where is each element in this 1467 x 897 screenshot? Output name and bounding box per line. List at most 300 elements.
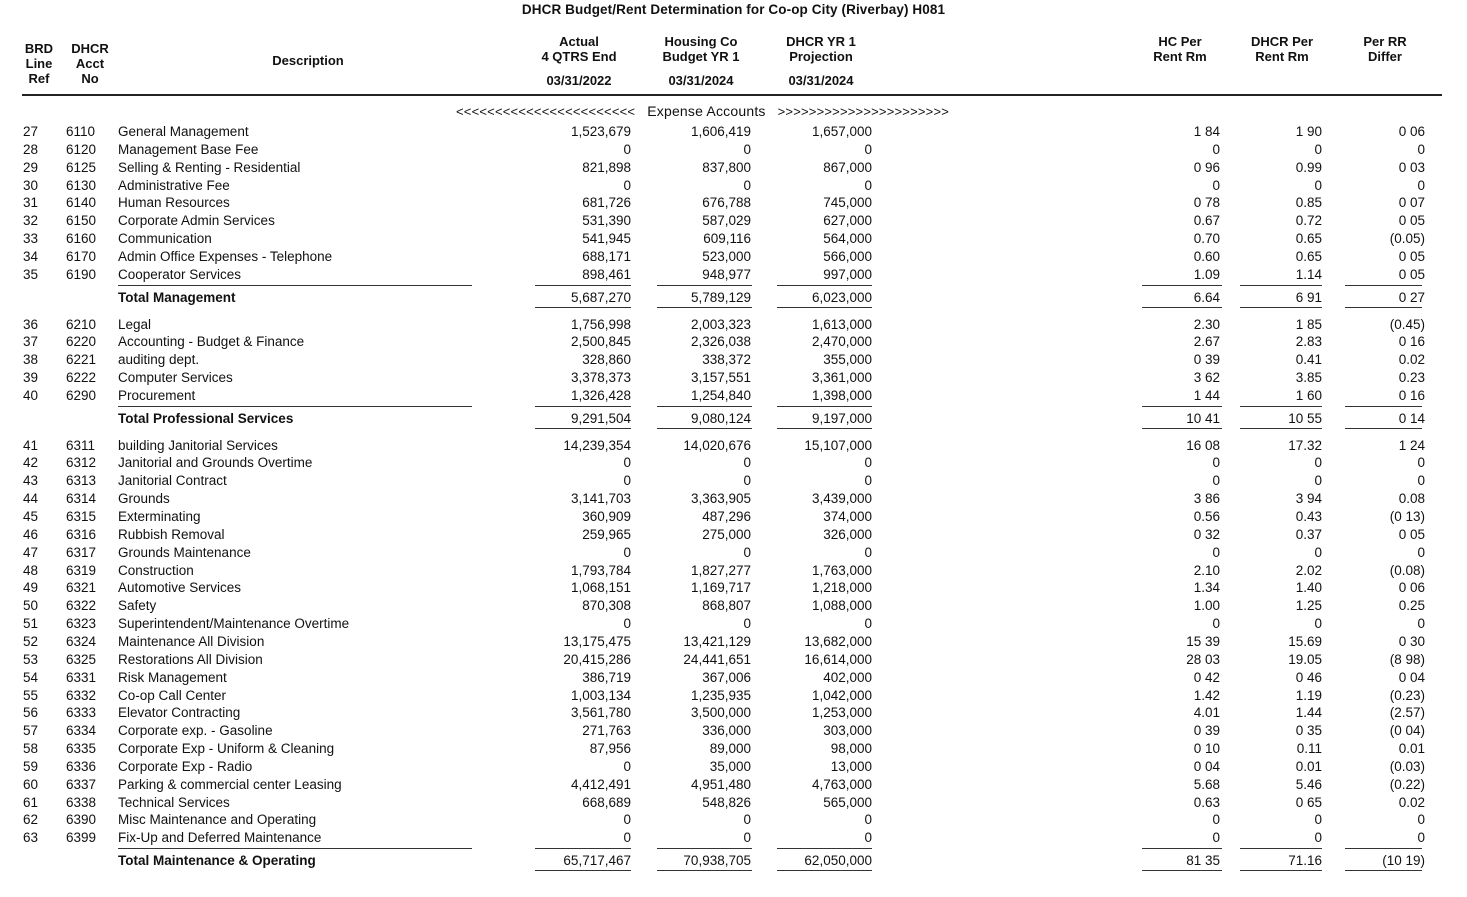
hc-per-rent-value: 1 44 xyxy=(1193,387,1220,403)
actual-value: 20,415,286 xyxy=(563,651,631,667)
dhcr-acct-no: 6222 xyxy=(66,370,97,386)
per-rr-differ-value: 0 07 xyxy=(1398,195,1425,211)
table-row xyxy=(0,141,1467,158)
dhcr-acct-no: 6337 xyxy=(66,776,97,792)
table-row xyxy=(0,437,1467,454)
table-row xyxy=(0,615,1467,632)
budget-value: 0 xyxy=(743,141,751,157)
table-row xyxy=(0,490,1467,507)
row-description: Janitorial Contract xyxy=(118,473,227,489)
brd-line-ref: 46 xyxy=(23,526,39,542)
dhcr-acct-no: 6140 xyxy=(66,195,97,211)
dhcr-per-rent-value: 1 85 xyxy=(1295,316,1322,332)
brd-line-ref: 60 xyxy=(23,776,39,792)
dhcr-per-rent-value: 0 35 xyxy=(1295,723,1322,739)
table-row xyxy=(0,740,1467,757)
dhcr-acct-no: 6315 xyxy=(66,509,97,524)
projection-value: 0 xyxy=(864,455,872,471)
table-row xyxy=(0,776,1467,793)
actual-value: 360,909 xyxy=(582,509,631,524)
total-rule-above xyxy=(1345,285,1422,286)
budget-value: 523,000 xyxy=(702,248,751,264)
dhcr-per-rent-value: 17.32 xyxy=(1288,437,1322,453)
table-row xyxy=(0,123,1467,140)
actual-value: 0 xyxy=(623,177,631,193)
projection-value: 13,682,000 xyxy=(804,633,872,649)
table-row xyxy=(0,562,1467,579)
budget-value: 3,500,000 xyxy=(690,705,751,721)
total-rule-above xyxy=(1240,406,1322,407)
row-description: Restorations All Division xyxy=(118,651,263,667)
hc-per-rent-value: 0 xyxy=(1212,830,1220,846)
projection-value: 997,000 xyxy=(823,266,872,282)
row-description: Corporate Exp - Uniform & Cleaning xyxy=(118,741,335,757)
total-rule-above xyxy=(1142,848,1222,849)
row-description: Janitorial and Grounds Overtime xyxy=(118,455,313,471)
budget-value: 1,827,277 xyxy=(690,562,751,578)
table-row xyxy=(0,387,1467,404)
budget-value: 0 xyxy=(743,177,751,193)
budget-value: 2,003,323 xyxy=(690,316,751,332)
dhcr-per-rent-value: 15.69 xyxy=(1288,633,1322,649)
hc-per-rent-value: 10 41 xyxy=(1186,410,1220,426)
dhcr-per-rent-value: 0.65 xyxy=(1295,248,1322,264)
brd-line-ref: 30 xyxy=(23,177,39,193)
brd-line-ref: 55 xyxy=(23,687,39,703)
dhcr-acct-no: 6319 xyxy=(66,562,97,578)
budget-value: 14,020,676 xyxy=(683,437,751,453)
actual-value: 2,500,845 xyxy=(570,334,631,350)
table-row xyxy=(0,508,1467,525)
row-description: Corporate Admin Services xyxy=(118,213,275,229)
actual-header: Actual 4 QTRS End xyxy=(541,34,617,64)
total-rule-below xyxy=(777,307,872,308)
brd-line-ref: 63 xyxy=(23,830,39,846)
actual-value: 386,719 xyxy=(582,669,631,685)
dhcr-acct-no: 6390 xyxy=(66,812,97,828)
projection-value: 1,042,000 xyxy=(811,687,872,703)
brd-line-ref: 36 xyxy=(23,316,39,332)
row-description: Technical Services xyxy=(118,794,230,810)
table-row xyxy=(0,177,1467,194)
per-rr-differ-value: (0.22) xyxy=(1389,776,1425,792)
total-rule-above xyxy=(777,406,872,407)
actual-date: 03/31/2022 xyxy=(546,73,612,88)
dhcr-per-rent-value: 0 xyxy=(1314,141,1322,157)
table-row xyxy=(0,544,1467,561)
dhcr-acct-no: 6317 xyxy=(66,544,97,560)
per-rr-differ-value: 0 05 xyxy=(1398,248,1425,264)
table-row xyxy=(0,579,1467,596)
table-row xyxy=(0,722,1467,739)
budget-value: 1,169,717 xyxy=(690,580,751,596)
hc-per-rent-header: HC Per Rent Rm xyxy=(1153,34,1207,64)
table-row xyxy=(0,230,1467,247)
budget-value: 868,807 xyxy=(702,598,751,614)
per-rr-differ-header: Per RR Differ xyxy=(1363,34,1407,64)
dhcr-per-rent-value: 6 91 xyxy=(1295,289,1322,305)
dhcr-per-rent-value: 0.65 xyxy=(1295,231,1322,247)
brd-line-ref: 29 xyxy=(23,159,39,175)
dhcr-acct-no: 6220 xyxy=(66,334,97,350)
budget-value: 0 xyxy=(743,616,751,632)
hc-per-rent-value: 0.56 xyxy=(1193,509,1220,524)
projection-value: 1,088,000 xyxy=(811,598,872,614)
hc-per-rent-value: 6.64 xyxy=(1193,289,1220,305)
row-description: Rubbish Removal xyxy=(118,526,225,542)
budget-value: 4,951,480 xyxy=(690,776,751,792)
total-rule-below xyxy=(1240,870,1322,871)
dhcr-per-rent-header: DHCR Per Rent Rm xyxy=(1250,34,1314,64)
total-rule-above xyxy=(118,848,472,849)
dhcr-acct-no: 6311 xyxy=(66,437,96,453)
projection-value: 13,000 xyxy=(830,758,872,774)
per-rr-differ-value: 0 06 xyxy=(1398,124,1425,139)
brd-line-ref: 59 xyxy=(23,758,39,774)
hc-per-rent-value: 1.34 xyxy=(1193,580,1220,596)
total-rule-above xyxy=(118,285,472,286)
projection-value: 0 xyxy=(864,141,872,157)
actual-value: 259,965 xyxy=(582,526,631,542)
total-rule-below xyxy=(657,870,752,871)
per-rr-differ-value: (0.45) xyxy=(1389,316,1425,332)
projection-value: 62,050,000 xyxy=(804,853,872,869)
per-rr-differ-value: 0 xyxy=(1417,455,1425,471)
dhcr-acct-no: 6130 xyxy=(66,177,97,193)
total-rule-below xyxy=(1345,428,1422,429)
hc-per-rent-value: 3 86 xyxy=(1193,491,1220,507)
dhcr-projection-header: DHCR YR 1 Projection xyxy=(786,34,856,64)
dhcr-acct-no: 6314 xyxy=(66,491,97,507)
per-rr-differ-value: 0.25 xyxy=(1398,598,1425,614)
budget-value: 35,000 xyxy=(709,758,751,774)
actual-value: 668,689 xyxy=(582,794,631,810)
budget-value: 367,006 xyxy=(702,669,751,685)
actual-value: 65,717,467 xyxy=(563,853,631,869)
dhcr-acct-no: 6324 xyxy=(66,633,97,649)
budget-value: 1,235,935 xyxy=(690,687,751,703)
table-row xyxy=(0,333,1467,350)
hc-per-rent-value: 1 84 xyxy=(1193,124,1220,139)
hc-per-rent-value: 0 42 xyxy=(1193,669,1220,685)
hc-per-rent-value: 0 78 xyxy=(1193,195,1220,211)
actual-value: 271,763 xyxy=(582,723,631,739)
actual-value: 1,793,784 xyxy=(570,562,631,578)
brd-line-ref: 27 xyxy=(23,124,39,139)
dhcr-per-rent-value: 0 46 xyxy=(1295,669,1322,685)
dhcr-acct-no: 6170 xyxy=(66,248,97,264)
row-description: Corporate exp. - Gasoline xyxy=(118,723,273,739)
actual-value: 3,141,703 xyxy=(570,491,631,507)
dhcr-per-rent-value: 0 65 xyxy=(1295,794,1322,810)
total-rule-below xyxy=(777,428,872,429)
hc-per-rent-value: 0.70 xyxy=(1193,231,1220,247)
dhcr-per-rent-value: 10 55 xyxy=(1288,410,1322,426)
row-description: Elevator Contracting xyxy=(118,705,241,721)
dhcr-acct-no: 6110 xyxy=(66,124,96,139)
row-description: Co-op Call Center xyxy=(118,687,227,703)
dhcr-per-rent-value: 0.43 xyxy=(1295,509,1322,524)
dhcr-acct-no: 6160 xyxy=(66,231,97,247)
per-rr-differ-value: (0 13) xyxy=(1389,509,1425,524)
per-rr-differ-value: 0 06 xyxy=(1398,580,1425,596)
hc-per-rent-value: 2.10 xyxy=(1193,562,1220,578)
total-rule-above xyxy=(777,848,872,849)
dhcr-per-rent-value: 5.46 xyxy=(1295,776,1322,792)
budget-value: 13,421,129 xyxy=(683,633,751,649)
dhcr-acct-no: 6335 xyxy=(66,741,97,757)
brd-line-ref: 49 xyxy=(23,580,39,596)
dhcr-acct-no-header: DHCR Acct No xyxy=(71,41,109,86)
budget-value: 1,254,840 xyxy=(690,387,751,403)
housing-budget-date: 03/31/2024 xyxy=(668,73,734,88)
projection-value: 98,000 xyxy=(830,741,872,757)
total-rule-above xyxy=(1345,848,1422,849)
brd-line-ref: 47 xyxy=(23,544,39,560)
brd-line-ref: 48 xyxy=(23,562,39,578)
table-row xyxy=(0,248,1467,265)
row-description: General Management xyxy=(118,124,249,139)
hc-per-rent-value: 2.30 xyxy=(1193,316,1220,332)
budget-value: 3,363,905 xyxy=(690,491,751,507)
projection-value: 15,107,000 xyxy=(804,437,872,453)
per-rr-differ-value: 0.23 xyxy=(1398,370,1425,386)
dhcr-projection-date: 03/31/2024 xyxy=(788,73,854,88)
per-rr-differ-value: (0 04) xyxy=(1389,723,1425,739)
projection-value: 0 xyxy=(864,616,872,632)
row-description: Misc Maintenance and Operating xyxy=(118,812,317,828)
banner-right-arrows: >>>>>>>>>>>>>>>>>>>>>> xyxy=(777,104,950,119)
dhcr-per-rent-value: 0 xyxy=(1314,455,1322,471)
table-row xyxy=(0,369,1467,386)
dhcr-acct-no: 6312 xyxy=(66,455,97,471)
row-description: Fix-Up and Deferred Maintenance xyxy=(118,830,322,846)
expense-accounts-label: Expense Accounts xyxy=(647,103,766,119)
actual-value: 688,171 xyxy=(582,248,631,264)
total-rule-below xyxy=(535,307,631,308)
row-description: Selling & Renting - Residential xyxy=(118,159,301,175)
actual-value: 0 xyxy=(623,473,631,489)
hc-per-rent-value: 0 39 xyxy=(1193,352,1220,368)
projection-value: 565,000 xyxy=(823,794,872,810)
per-rr-differ-value: 0 27 xyxy=(1398,289,1425,305)
brd-line-ref: 58 xyxy=(23,741,39,757)
hc-per-rent-value: 1.09 xyxy=(1193,266,1220,282)
total-rule-below xyxy=(535,870,631,871)
projection-value: 867,000 xyxy=(823,159,872,175)
row-description: Legal xyxy=(118,316,152,332)
budget-value: 0 xyxy=(743,473,751,489)
budget-value: 609,116 xyxy=(703,231,751,247)
total-rule-below xyxy=(535,428,631,429)
brd-line-ref: 45 xyxy=(23,509,39,524)
projection-value: 0 xyxy=(864,830,872,846)
budget-value: 676,788 xyxy=(702,195,751,211)
per-rr-differ-value: (0.08) xyxy=(1389,562,1425,578)
projection-value: 402,000 xyxy=(823,669,872,685)
budget-value: 587,029 xyxy=(702,213,751,229)
dhcr-per-rent-value: 2.83 xyxy=(1295,334,1322,350)
total-rule-below xyxy=(1240,307,1322,308)
per-rr-differ-value: (10 19) xyxy=(1382,853,1425,869)
row-description: Administrative Fee xyxy=(118,177,230,193)
dhcr-per-rent-value: 2.02 xyxy=(1295,562,1322,578)
dhcr-acct-no: 6290 xyxy=(66,387,97,403)
budget-value: 5,789,129 xyxy=(690,289,751,305)
projection-value: 6,023,000 xyxy=(811,289,872,305)
table-row xyxy=(0,472,1467,489)
budget-value: 275,000 xyxy=(702,526,751,542)
row-description: Safety xyxy=(118,598,157,614)
per-rr-differ-value: 0 xyxy=(1417,812,1425,828)
projection-value: 16,614,000 xyxy=(804,651,872,667)
total-row xyxy=(0,410,1467,427)
total-rule-below xyxy=(657,428,752,429)
dhcr-per-rent-value: 0.41 xyxy=(1295,352,1322,368)
brd-line-ref: 56 xyxy=(23,705,39,721)
table-row xyxy=(0,454,1467,471)
projection-value: 0 xyxy=(864,473,872,489)
hc-per-rent-value: 0 xyxy=(1212,544,1220,560)
row-description: Total Professional Services xyxy=(118,410,294,426)
table-row xyxy=(0,351,1467,368)
brd-line-ref: 38 xyxy=(23,352,39,368)
dhcr-acct-no: 6336 xyxy=(66,758,97,774)
actual-value: 898,461 xyxy=(582,266,631,282)
brd-line-ref: 50 xyxy=(23,598,39,614)
description-header: Description xyxy=(272,53,344,68)
actual-value: 4,412,491 xyxy=(570,776,631,792)
per-rr-differ-value: (0.23) xyxy=(1389,687,1425,703)
budget-value: 9,080,124 xyxy=(690,410,751,426)
budget-value: 948,977 xyxy=(702,266,751,282)
dhcr-acct-no: 6321 xyxy=(66,580,97,596)
per-rr-differ-value: 0 16 xyxy=(1398,334,1425,350)
row-description: Management Base Fee xyxy=(118,141,259,157)
dhcr-acct-no: 6323 xyxy=(66,616,97,632)
dhcr-per-rent-value: 19.05 xyxy=(1288,651,1322,667)
dhcr-per-rent-value: 0.01 xyxy=(1295,758,1322,774)
dhcr-acct-no: 6221 xyxy=(66,352,97,368)
budget-value: 548,826 xyxy=(702,794,751,810)
row-description: Admin Office Expenses - Telephone xyxy=(118,248,333,264)
dhcr-acct-no: 6333 xyxy=(66,705,97,721)
row-description: auditing dept. xyxy=(118,352,200,368)
total-rule-above xyxy=(535,406,631,407)
budget-value: 336,000 xyxy=(702,723,751,739)
per-rr-differ-value: 0 xyxy=(1417,177,1425,193)
dhcr-acct-no: 6334 xyxy=(66,723,97,739)
brd-line-ref: 33 xyxy=(23,231,39,247)
per-rr-differ-value: 0 30 xyxy=(1398,633,1425,649)
budget-value: 89,000 xyxy=(709,741,751,757)
dhcr-per-rent-value: 1.19 xyxy=(1295,687,1322,703)
total-rule-above xyxy=(535,285,631,286)
actual-value: 541,945 xyxy=(582,231,631,247)
per-rr-differ-value: (2.57) xyxy=(1389,705,1425,721)
projection-value: 1,218,000 xyxy=(811,580,872,596)
actual-value: 1,523,679 xyxy=(570,124,631,139)
dhcr-per-rent-value: 0.72 xyxy=(1295,213,1322,229)
total-rule-above xyxy=(118,406,472,407)
dhcr-acct-no: 6120 xyxy=(66,141,97,157)
dhcr-per-rent-value: 0.99 xyxy=(1295,159,1322,175)
row-description: Corporate Exp - Radio xyxy=(118,758,253,774)
actual-value: 328,860 xyxy=(582,352,631,368)
budget-value: 70,938,705 xyxy=(683,853,751,869)
row-description: Total Management xyxy=(118,289,236,305)
table-row xyxy=(0,597,1467,614)
total-rule-below xyxy=(1142,307,1222,308)
table-row xyxy=(0,212,1467,229)
hc-per-rent-value: 2.67 xyxy=(1193,334,1220,350)
actual-value: 87,956 xyxy=(589,741,631,757)
actual-value: 0 xyxy=(623,812,631,828)
hc-per-rent-value: 0 xyxy=(1212,177,1220,193)
dhcr-per-rent-value: 0 xyxy=(1314,812,1322,828)
per-rr-differ-value: 0.08 xyxy=(1398,491,1425,507)
per-rr-differ-value: 0 03 xyxy=(1398,159,1425,175)
hc-per-rent-value: 0.63 xyxy=(1193,794,1220,810)
row-description: Communication xyxy=(118,231,212,247)
brd-line-ref: 39 xyxy=(23,370,39,386)
row-description: Computer Services xyxy=(118,370,233,386)
total-rule-below xyxy=(1142,428,1222,429)
hc-per-rent-value: 3 62 xyxy=(1193,370,1220,386)
budget-value: 24,441,651 xyxy=(683,651,751,667)
row-description: Total Maintenance & Operating xyxy=(118,853,316,869)
total-rule-above xyxy=(777,285,872,286)
dhcr-acct-no: 6322 xyxy=(66,598,97,614)
dhcr-acct-no: 6150 xyxy=(66,213,97,229)
total-rule-above xyxy=(657,406,752,407)
brd-line-ref: 43 xyxy=(23,473,39,489)
projection-value: 1,398,000 xyxy=(811,387,872,403)
total-rule-below xyxy=(1240,428,1322,429)
total-rule-above xyxy=(657,848,752,849)
hc-per-rent-value: 0 xyxy=(1212,812,1220,828)
projection-value: 374,000 xyxy=(823,509,872,524)
table-row xyxy=(0,758,1467,775)
row-description: Cooperator Services xyxy=(118,266,242,282)
housing-budget-header: Housing Co Budget YR 1 xyxy=(662,34,740,64)
hc-per-rent-value: 1.42 xyxy=(1193,687,1220,703)
projection-value: 0 xyxy=(864,177,872,193)
dhcr-per-rent-value: 0.85 xyxy=(1295,195,1322,211)
dhcr-per-rent-value: 1.25 xyxy=(1295,598,1322,614)
projection-value: 0 xyxy=(864,812,872,828)
brd-line-ref: 44 xyxy=(23,491,39,507)
actual-value: 0 xyxy=(623,544,631,560)
projection-value: 3,361,000 xyxy=(811,370,872,386)
actual-value: 14,239,354 xyxy=(563,437,631,453)
table-row xyxy=(0,526,1467,543)
dhcr-acct-no: 6316 xyxy=(66,526,97,542)
hc-per-rent-value: 5.68 xyxy=(1193,776,1220,792)
row-description: Grounds Maintenance xyxy=(118,544,251,560)
projection-value: 326,000 xyxy=(823,526,872,542)
per-rr-differ-value: 0 16 xyxy=(1398,387,1425,403)
per-rr-differ-value: 0.02 xyxy=(1398,794,1425,810)
hc-per-rent-value: 1.00 xyxy=(1193,598,1220,614)
dhcr-per-rent-value: 0.37 xyxy=(1295,526,1322,542)
projection-value: 3,439,000 xyxy=(811,491,872,507)
table-row xyxy=(0,704,1467,721)
row-description: Grounds xyxy=(118,491,170,507)
hc-per-rent-value: 28 03 xyxy=(1186,651,1220,667)
hc-per-rent-value: 0 xyxy=(1212,141,1220,157)
dhcr-per-rent-value: 0 xyxy=(1314,830,1322,846)
